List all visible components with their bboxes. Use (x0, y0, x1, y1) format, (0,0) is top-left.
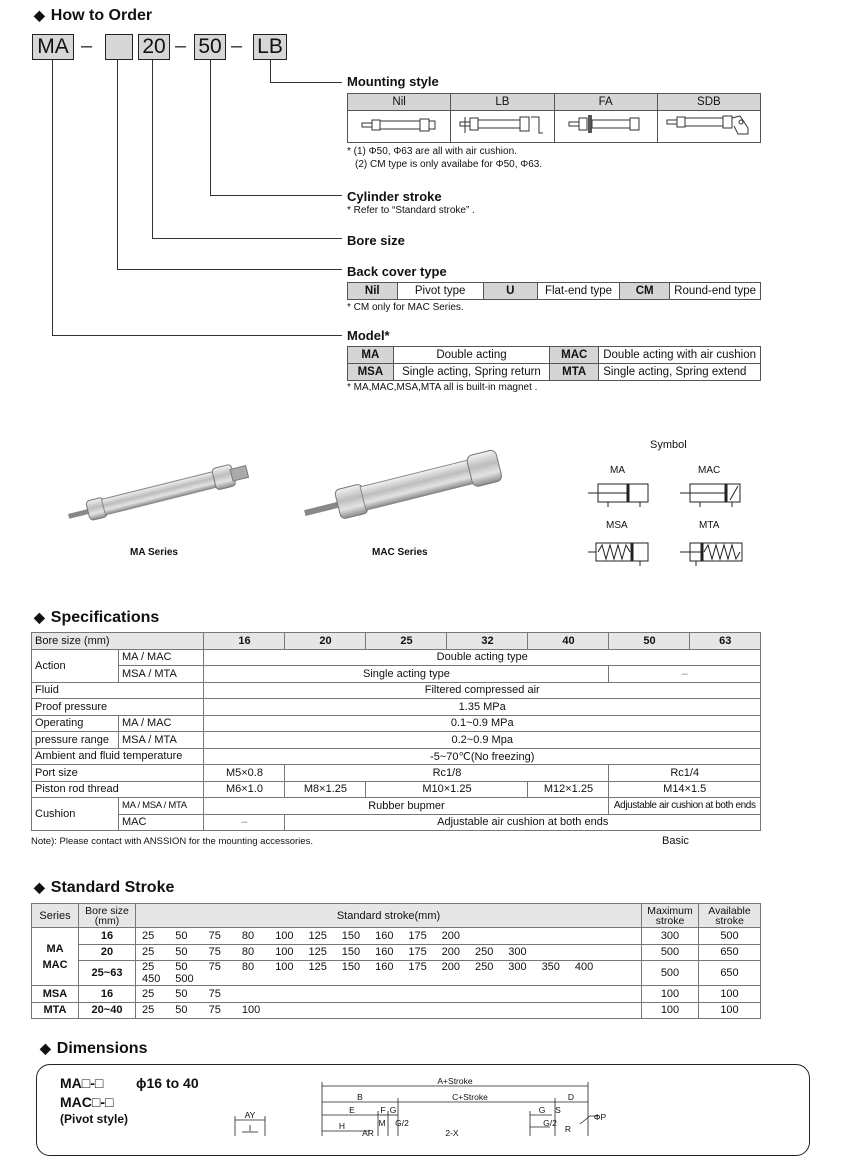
dim-label: R (564, 1124, 572, 1134)
diamond-icon: ◆ (34, 7, 45, 23)
cylinder-stroke-title: Cylinder stroke (347, 189, 442, 204)
specifications-heading: ◆ Specifications (34, 609, 160, 626)
dim-label: 2-X (445, 1128, 459, 1136)
dim-label: ΦP (593, 1112, 607, 1122)
specifications-table (31, 632, 761, 831)
rod-thread-value: M10×1.25 (366, 781, 528, 798)
available-stroke-header: Available stroke (699, 904, 761, 928)
bore-value: 16 (79, 986, 136, 1003)
single-acting-value: Single acting type (204, 666, 609, 683)
connector-line (152, 59, 153, 239)
action-label: Action (32, 649, 119, 682)
stroke-value: 80 (241, 929, 255, 942)
bore-value: 25~63 (79, 961, 136, 986)
fluid-value: Filtered compressed air (204, 682, 761, 699)
dim-model-2: MAC□-□ (60, 1094, 114, 1110)
dim-label: G/2 (543, 1118, 557, 1128)
ma-msa-mta-label: MA / MSA / MTA (119, 798, 204, 815)
ma-mac-label: MA / MAC (119, 715, 204, 732)
back-desc: Flat-end type (537, 283, 619, 300)
back-cover-note: * CM only for MAC Series. (347, 302, 464, 313)
stroke-value: 500 (175, 973, 194, 985)
cylinder-stroke-note: * Refer to “Standard stroke” . (347, 205, 475, 216)
mounting-style-table (347, 93, 761, 143)
dimensions-heading: ◆ Dimensions (40, 1040, 148, 1057)
stroke-value: 200 (441, 961, 461, 973)
stroke-list (136, 944, 642, 961)
stroke-value: 450 (142, 973, 161, 985)
mount-sdb-drawing (657, 111, 760, 143)
connector-line (210, 59, 211, 196)
not-available: – (204, 814, 285, 831)
stroke-value: 175 (408, 961, 427, 973)
dim-label: I (248, 1123, 252, 1133)
stroke-value: 350 (541, 961, 560, 973)
rod-thread-value: M12×1.25 (528, 781, 609, 798)
stroke-value: 150 (341, 946, 361, 959)
bore-size-label: Bore size (mm) (32, 633, 204, 650)
dim-label: M (378, 1118, 386, 1128)
cushion-value: Rubber bupmer (204, 798, 609, 815)
port-size-label: Port size (32, 765, 204, 782)
model-desc: Single acting, Spring extend (599, 364, 761, 381)
ambient-temp-label: Ambient and fluid temperature (32, 748, 204, 765)
stroke-value: 150 (341, 929, 361, 942)
mount-header: FA (554, 94, 657, 111)
dim-label: G (538, 1105, 546, 1115)
back-code: CM (620, 283, 670, 300)
bore-value: 20 (79, 944, 136, 961)
msa-symbol-icon (588, 540, 652, 566)
bore-col: 32 (447, 633, 528, 650)
dim-bore-range: ϕ16 to 40 (136, 1075, 199, 1091)
bore-value: 16 (79, 928, 136, 945)
stroke-value: 100 (241, 1004, 261, 1017)
stroke-value: 25 (142, 1004, 155, 1017)
series-header: Series (32, 904, 79, 928)
model-code: MA (348, 347, 394, 364)
stroke-value: 160 (375, 946, 394, 959)
diamond-icon: ◆ (34, 609, 45, 625)
connector-line (210, 195, 342, 196)
stroke-value: 50 (175, 961, 188, 973)
stroke-value: 75 (208, 987, 221, 1000)
stroke-value: 200 (441, 946, 461, 959)
dim-style: (Pivot style) (60, 1112, 129, 1126)
bore-col: 40 (528, 633, 609, 650)
dim-label: D (567, 1092, 575, 1102)
ambient-temp-value: -5~70℃(No freezing) (204, 748, 761, 765)
bore-col: 50 (609, 633, 690, 650)
available-stroke-value: 500 (699, 928, 761, 945)
dim-label: C+Stroke (452, 1092, 488, 1102)
stroke-value: 125 (308, 929, 327, 942)
dash: – (81, 35, 93, 57)
dimension-drawing (230, 1074, 630, 1136)
symbol-label-mta: MTA (699, 520, 720, 531)
mount-fa-drawing (554, 111, 657, 143)
diamond-icon: ◆ (40, 1040, 51, 1056)
bore-col: 20 (285, 633, 366, 650)
ma-symbol-icon (588, 481, 652, 507)
available-stroke-value: 100 (699, 986, 761, 1003)
stroke-value: 75 (208, 1004, 221, 1017)
diamond-icon: ◆ (34, 879, 45, 895)
standard-stroke-table (31, 903, 761, 1019)
back-desc: Round-end type (670, 283, 761, 300)
ma-series-caption: MA Series (130, 547, 178, 558)
stroke-list (136, 986, 642, 1003)
back-cover-table (347, 282, 761, 300)
code-mounting: LB (253, 34, 287, 60)
stroke-value: 175 (408, 929, 427, 942)
rod-thread-value: M8×1.25 (285, 781, 366, 798)
bore-size-header: Bore size (mm) (79, 904, 136, 928)
proof-pressure-label: Proof pressure (32, 699, 204, 716)
max-stroke-value: 100 (642, 986, 699, 1003)
stroke-value: 80 (241, 961, 255, 973)
cushion-value: Adjustable air cushion at both ends (285, 814, 761, 831)
mta-symbol-icon (680, 540, 744, 566)
symbol-label-ma: MA (610, 465, 625, 476)
series-msa: MSA (32, 986, 79, 1003)
stroke-value: 75 (208, 946, 221, 959)
mount-header: SDB (657, 94, 760, 111)
dim-label: B (357, 1092, 363, 1102)
stroke-value: 25 (142, 961, 155, 973)
double-acting-value: Double acting type (204, 649, 761, 666)
back-cover-title: Back cover type (347, 264, 447, 279)
bore-col: 63 (690, 633, 761, 650)
port-size-value: M5×0.8 (204, 765, 285, 782)
stroke-value: 50 (175, 987, 188, 1000)
connector-line (117, 269, 342, 270)
stroke-value: 25 (142, 987, 155, 1000)
code-stroke: 50 (194, 34, 226, 60)
operating-pressure-value: 0.1~0.9 MPa (204, 715, 761, 732)
port-size-value: Rc1/4 (609, 765, 761, 782)
stroke-value: 250 (474, 946, 494, 959)
ma-mac-label: MA / MAC (119, 649, 204, 666)
cushion-value: Adjustable air cushion at both ends (609, 798, 761, 815)
connector-line (270, 82, 342, 83)
stroke-value: 50 (175, 1004, 188, 1017)
max-stroke-value: 500 (642, 944, 699, 961)
cushion-label: Cushion (32, 798, 119, 831)
pressure-range-label: pressure range (32, 732, 119, 749)
model-desc: Single acting, Spring return (393, 364, 549, 381)
dash: – (175, 35, 187, 57)
mounting-note-2: (2) CM type is only availabe for Φ50, Φ63. (355, 159, 543, 170)
ma-series-photo (55, 455, 265, 525)
connector-line (52, 59, 53, 336)
code-bore: 20 (138, 34, 170, 60)
port-size-value: Rc1/8 (285, 765, 609, 782)
max-stroke-value: 500 (642, 961, 699, 986)
dim-label: AY (244, 1110, 256, 1120)
mac-series-caption: MAC Series (372, 547, 428, 558)
back-code: U (483, 283, 537, 300)
stroke-value: 125 (308, 961, 327, 973)
standard-stroke-header: Standard stroke(mm) (136, 904, 642, 928)
stroke-value: 300 (508, 961, 527, 973)
stroke-value: 50 (175, 929, 188, 942)
model-desc: Double acting with air cushion (599, 347, 761, 364)
stroke-list (136, 961, 642, 986)
rod-thread-value: M14×1.5 (609, 781, 761, 798)
mac-symbol-icon (680, 481, 744, 507)
stroke-value: 200 (441, 929, 461, 942)
dim-model-1: MA□-□ (60, 1075, 104, 1091)
connector-line (52, 335, 342, 336)
operating-pressure-value: 0.2~0.9 Mpa (204, 732, 761, 749)
code-model: MA (32, 34, 74, 60)
stroke-value: 160 (375, 929, 394, 942)
piston-rod-label: Piston rod thread (32, 781, 204, 798)
available-stroke-value: 650 (699, 944, 761, 961)
mount-nil-drawing (348, 111, 451, 143)
specs-note: Note): Please contact with ANSSION for the mounting accessories. (31, 836, 313, 847)
model-desc: Double acting (393, 347, 549, 364)
mount-header: LB (451, 94, 554, 111)
dim-label: F (380, 1105, 386, 1115)
max-stroke-value: 300 (642, 928, 699, 945)
mac-series-photo (295, 445, 515, 525)
max-stroke-header: Maximum stroke (642, 904, 699, 928)
stroke-value: 80 (241, 946, 255, 959)
basic-label: Basic (662, 835, 689, 847)
stroke-value: 25 (142, 946, 155, 959)
bore-size-title: Bore size (347, 233, 405, 248)
available-stroke-value: 650 (699, 961, 761, 986)
connector-line (270, 59, 271, 83)
symbol-title: Symbol (650, 439, 687, 451)
mac-label: MAC (119, 814, 204, 831)
model-table (347, 346, 761, 381)
msa-mta-label: MSA / MTA (119, 732, 204, 749)
stroke-value: 25 (142, 929, 155, 942)
model-title: Model* (347, 328, 390, 343)
stroke-value: 400 (574, 961, 594, 973)
mount-header: Nil (348, 94, 451, 111)
how-to-order-heading: ◆ How to Order (34, 7, 153, 24)
model-code: MTA (550, 364, 599, 381)
stroke-value: 100 (275, 961, 294, 973)
dim-label: A+Stroke (437, 1076, 473, 1086)
connector-line (117, 59, 118, 270)
mount-lb-drawing (451, 111, 554, 143)
standard-stroke-heading: ◆ Standard Stroke (34, 879, 175, 896)
proof-pressure-value: 1.35 MPa (204, 699, 761, 716)
stroke-list (136, 1002, 642, 1019)
stroke-value: 125 (308, 946, 327, 959)
stroke-value: 100 (275, 946, 294, 959)
stroke-value: 50 (175, 946, 188, 959)
code-back-cover (105, 34, 133, 60)
dim-label: S (555, 1105, 561, 1115)
series-mta: MTA (32, 1002, 79, 1019)
stroke-list (136, 928, 642, 945)
stroke-value: 250 (474, 961, 494, 973)
model-code: MSA (348, 364, 394, 381)
not-available: – (609, 666, 761, 683)
connector-line (152, 238, 342, 239)
max-stroke-value: 100 (642, 1002, 699, 1019)
operating-label: Operating (32, 715, 119, 732)
dash: – (231, 35, 243, 57)
available-stroke-value: 100 (699, 1002, 761, 1019)
stroke-value: 150 (341, 961, 361, 973)
symbol-label-msa: MSA (606, 520, 628, 531)
bore-col: 16 (204, 633, 285, 650)
series-ma-mac: MA MAC (32, 928, 79, 986)
model-code: MAC (550, 347, 599, 364)
dim-label: H (338, 1121, 346, 1131)
stroke-value: 160 (375, 961, 394, 973)
fluid-label: Fluid (32, 682, 204, 699)
dim-label: E (349, 1105, 355, 1115)
mounting-note-1: * (1) Φ50, Φ63 are all with air cushion. (347, 146, 517, 157)
back-desc: Pivot type (397, 283, 483, 300)
back-code: Nil (348, 283, 398, 300)
bore-col: 25 (366, 633, 447, 650)
dim-label: AR (362, 1128, 374, 1136)
stroke-value: 75 (208, 929, 221, 942)
model-note: * MA,MAC,MSA,MTA all is built-in magnet . (347, 382, 538, 393)
dim-label: G (389, 1105, 397, 1115)
stroke-value: 75 (208, 961, 221, 973)
stroke-value: 100 (275, 929, 294, 942)
bore-value: 20~40 (79, 1002, 136, 1019)
mounting-style-title: Mounting style (347, 74, 439, 89)
rod-thread-value: M6×1.0 (204, 781, 285, 798)
msa-mta-label: MSA / MTA (119, 666, 204, 683)
symbol-label-mac: MAC (698, 465, 721, 476)
stroke-value: 175 (408, 946, 427, 959)
dim-label: G/2 (395, 1118, 409, 1128)
stroke-value: 300 (508, 946, 527, 959)
